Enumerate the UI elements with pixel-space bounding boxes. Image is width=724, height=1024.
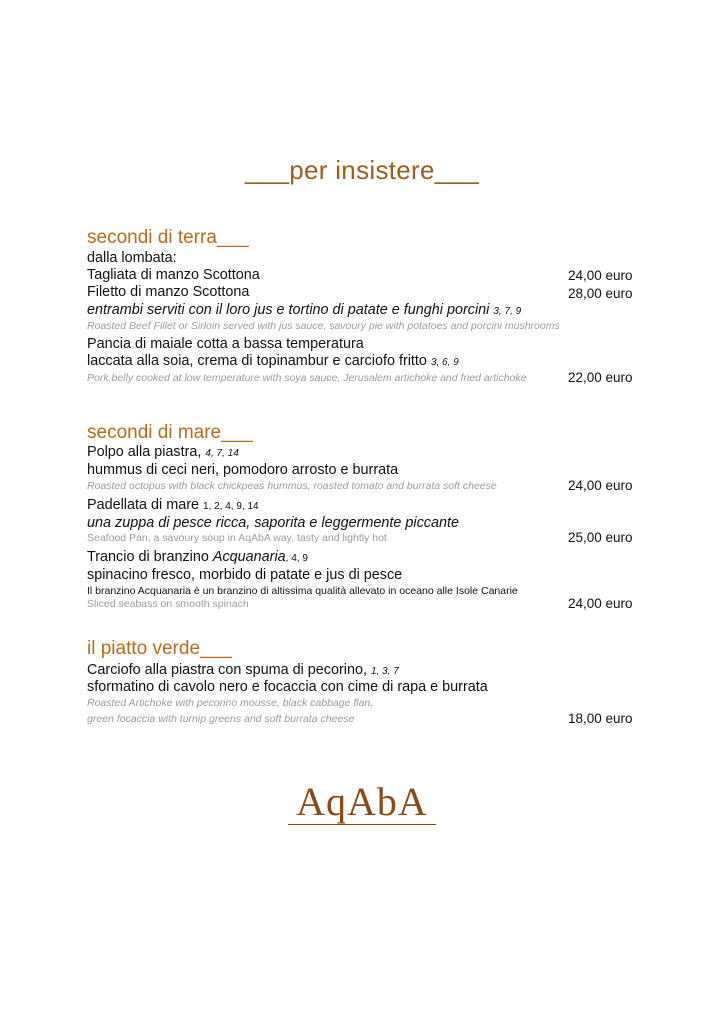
mare-item2-en: Seafood Pan, a savoury soup in AqAbA way, tasty and lightly hot xyxy=(87,532,387,544)
aqaba-logo: AqAbA xyxy=(288,780,436,825)
terra-shared-en: Roasted Beef Fillet or Sirloin served with jus sauce, savoury pie with potatoes and porcini mushrooms xyxy=(87,320,560,332)
terra-item3-en: Pork belly cooked at low temperature with soya sauce, Jerusalem artichoke and fried artichoke xyxy=(87,372,527,384)
mare-item3-name: Trancio di branzino Acquanaria, 4, 9 xyxy=(87,549,308,565)
allergen-codes: 3, 7, 9 xyxy=(493,306,522,317)
mare-item3-desc: spinacino fresco, morbido di patate e jus di pesce xyxy=(87,567,403,583)
section-title-verde: il piatto verde___ xyxy=(87,638,232,659)
verde-item1-en2: green focaccia with turnip greens and soft burrata cheese xyxy=(87,713,355,725)
verde-item1-name: Carciofo alla piastra con spuma di pecorino, 1, 3, 7 xyxy=(87,662,399,678)
mare-item2-desc: una zuppa di pesce ricca, saporita e leggermente piccante xyxy=(87,515,459,531)
terra-item3-price: 22,00 euro xyxy=(568,370,633,385)
mare-item3-note: Il branzino Acquanaria è un branzino di altissima qualità allevato in oceano alle Isole Canarie xyxy=(87,585,518,597)
verde-item1-en1: Roasted Artichoke with pecorino mousse, black cabbage flan, xyxy=(87,697,374,709)
allergen-codes: 1, 2, 4, 9, 14 xyxy=(203,501,259,512)
logo-wrap xyxy=(0,780,724,825)
mare-item2-name: Padellata di mare 1, 2, 4, 9, 14 xyxy=(87,497,259,513)
terra-shared-desc: entrambi serviti con il loro jus e tortino di patate e funghi porcini 3, 7, 9 xyxy=(87,302,522,318)
mare-item1-en: Roasted octopus with black chickpeas hummus, roasted tomato and burrata soft cheese xyxy=(87,480,497,492)
allergen-codes: 4, 7, 14 xyxy=(205,448,239,459)
verde-item1-desc: sformatino di cavolo nero e focaccia con cime di rapa e burrata xyxy=(87,679,488,695)
mare-item1-name: Polpo alla piastra, 4, 7, 14 xyxy=(87,444,239,460)
page-title: ___per insistere___ xyxy=(244,155,480,185)
mare-item1-desc: hummus di ceci neri, pomodoro arrosto e burrata xyxy=(87,462,399,478)
section-title-terra: secondi di terra___ xyxy=(87,227,249,248)
terra-item3-name: Pancia di maiale cotta a bassa temperatura xyxy=(87,336,364,352)
allergen-codes: 1, 3, 7 xyxy=(370,666,399,677)
terra-item2-name: Filetto di manzo Scottona xyxy=(87,284,250,300)
terra-item2-price: 28,00 euro xyxy=(568,286,633,301)
mare-item2-price: 25,00 euro xyxy=(568,530,633,545)
acquanaria-label: Acquanaria xyxy=(212,549,286,565)
terra-item3-desc: laccata alla soia, crema di topinambur e carciofo fritto 3, 6, 9 xyxy=(87,353,459,369)
mare-item1-price: 24,00 euro xyxy=(568,478,633,493)
mare-item3-price: 24,00 euro xyxy=(568,596,633,611)
allergen-codes: , 4, 9 xyxy=(285,553,308,564)
terra-item1-price: 24,00 euro xyxy=(568,268,633,283)
terra-intro: dalla lombata: xyxy=(87,250,177,266)
allergen-codes: 3, 6, 9 xyxy=(430,357,459,368)
verde-item1-price: 18,00 euro xyxy=(568,711,633,726)
mare-item3-en: Sliced seabass on smooth spinach xyxy=(87,598,249,610)
section-title-mare: secondi di mare___ xyxy=(87,422,253,443)
terra-item1-name: Tagliata di manzo Scottona xyxy=(87,267,260,283)
